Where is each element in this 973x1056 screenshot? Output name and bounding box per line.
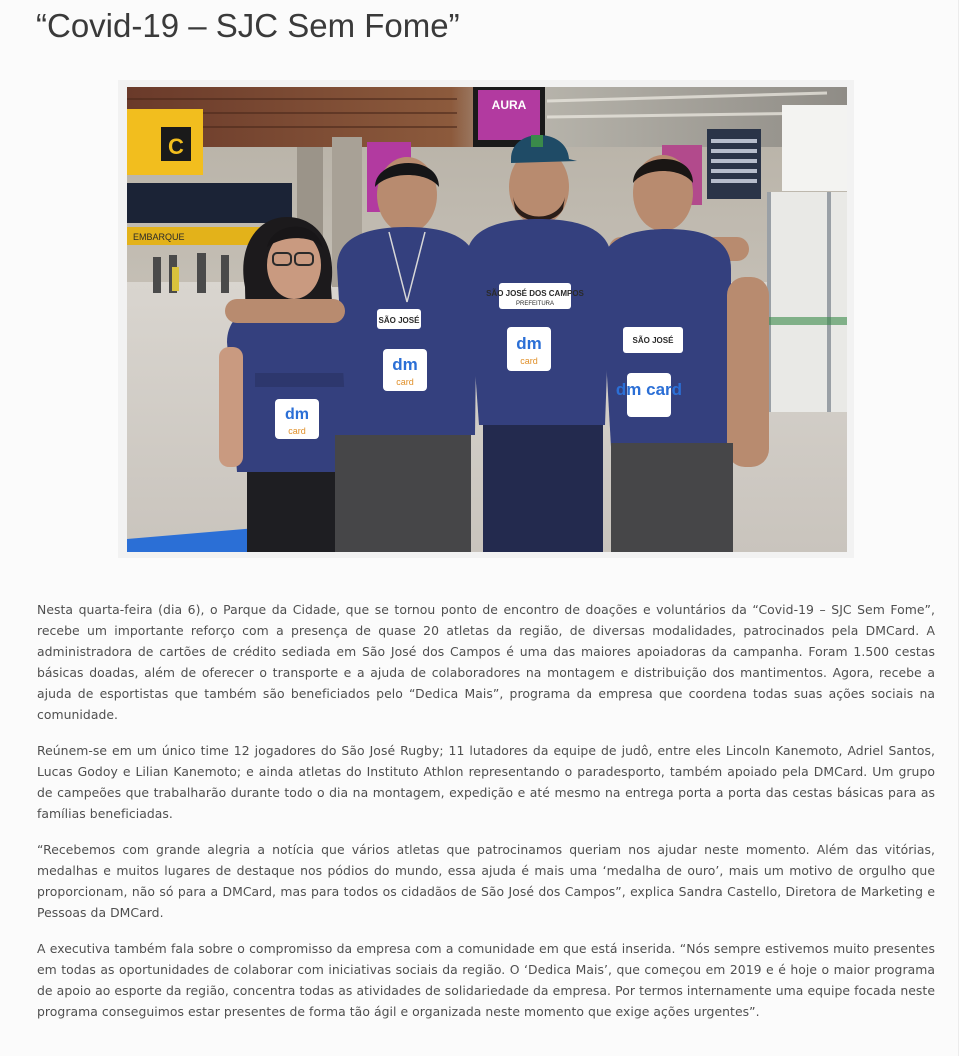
svg-text:card: card [396, 377, 414, 387]
svg-text:dm: dm [392, 355, 418, 374]
aura-label: AURA [491, 98, 527, 112]
shirt-sponsor-text: dm card [615, 380, 683, 399]
shirt-city-text: SÃO JOSÉ DOS CAMPOS [486, 289, 584, 298]
svg-text:card: card [520, 356, 538, 366]
article-paragraph: Nesta quarta-feira (dia 6), o Parque da Cidade, que se tornou ponto de encontro de doações e voluntários da “Covid-19 – SJC Sem Fome”, recebe um importante reforço com a presença de quase 20 atletas da região, de diversas modalidades, patrocinados pela DMCard. A administradora de cartões de crédito sediada em São José dos Campos é uma das maiores apoiadoras da campanha. Foram 1.500 cestas básicas doadas, além de oferecer o transporte e a ajuda de colaboradores na montagem e distribuição dos mantimentos. Agora, recebe a ajuda de esportistas que também são beneficiados pelo “Dedica Mais”, programa da empresa que coordena todas suas ações sociais na comunidade. [37, 602, 935, 722]
photo-frame [118, 80, 854, 558]
svg-text:dm: dm [516, 334, 542, 353]
article-paragraph: “Recebemos com grande alegria a notícia que vários atletas que patrocinamos queriam nos ajudar neste momento. Além das vitórias, medalhas e muitos lugares de destaque nos pódios do mundo, essa ajuda é mais uma ‘medalha de ouro’, mais um motivo de orgulho que proporcionam, não só para a DMCard, mas para todos os cidadãos de São José dos Campos”, explica Sandra Castello, Diretora de Marketing e Pessoas da DMCard. [37, 842, 935, 920]
svg-text:SÃO JOSÉ: SÃO JOSÉ [378, 316, 420, 325]
svg-text:dm: dm [285, 406, 309, 423]
svg-text:SÃO JOSÉ: SÃO JOSÉ [632, 336, 674, 345]
boarding-sign: EMBARQUE [133, 232, 185, 242]
article-body [37, 599, 935, 1037]
page-scroll-edge[interactable] [958, 0, 973, 1056]
shirt-city-sub: PREFEITURA [515, 301, 555, 307]
post-title: “Covid-19 – SJC Sem Fome” [36, 7, 460, 44]
article-paragraph: A executiva também fala sobre o compromisso da empresa com a comunidade em que está inserida. “Nós sempre estivemos muito presentes em todas as oportunidades de colaborar com iniciativas sociais da região. O ‘Dedica Mais’, que começou em 2019 e é hoje o maior programa de apoio ao esporte da região, concentra todas as atividades de solidariedade da empresa. Por termos internamente uma equipe focada neste programa conseguimos estar presentes de forma tão ágil e organizada neste momento que exige ações urgentes”. [37, 941, 935, 1019]
athletes-photo [127, 87, 847, 552]
article-paragraph: Reúnem-se em um único time 12 jogadores do São José Rugby; 11 lutadores da equipe de judô, entre eles Lincoln Kanemoto, Adriel Santos, Lucas Godoy e Lilian Kanemoto; e ainda atletas do Instituto Athlon representando o paradesporto, também apoiado pela DMCard. Um grupo de campeões que trabalharão durante todo o dia na montagem, expedição e até mesmo na entrega porta a porta das cestas básicas para as famílias beneficiadas. [37, 743, 935, 821]
svg-text:card: card [288, 426, 306, 436]
gate-letter: C [168, 134, 184, 159]
